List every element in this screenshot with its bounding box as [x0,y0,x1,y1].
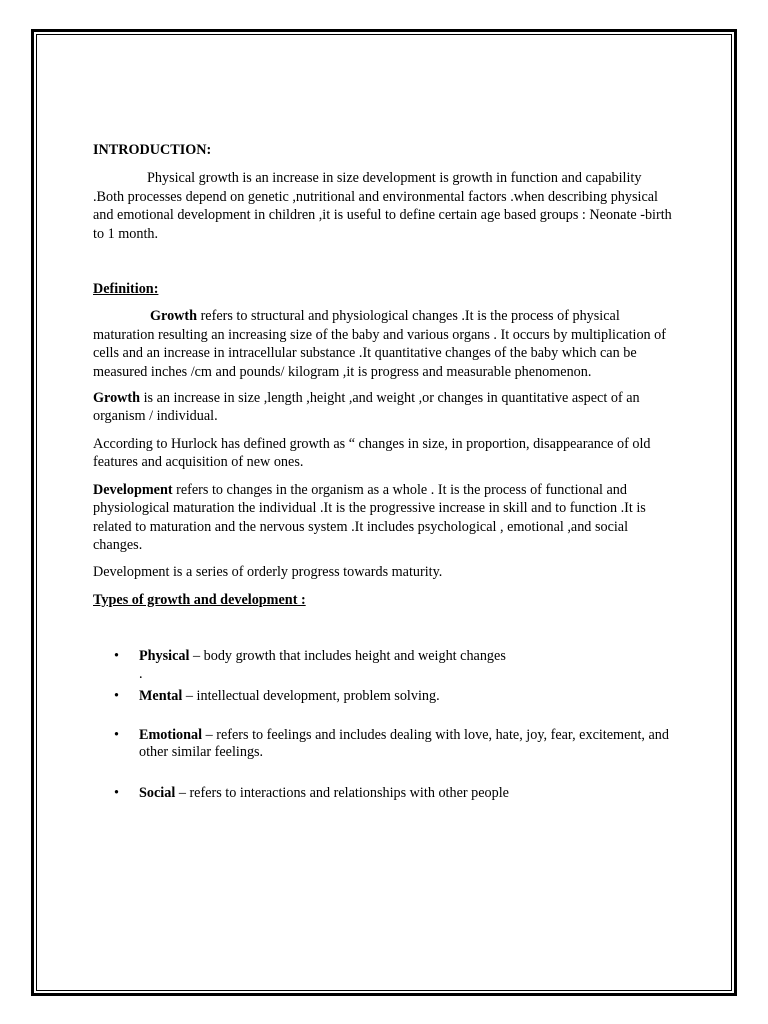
list-item-physical [93,647,673,682]
growth-definition-text: refers to structural and physiological changes .It is the process of physical maturation resulting an increasing size of the baby and various organs . It occurs by multiplication of cells and an increase in intracellular substance .It quantitative changes of the baby which can be measured inches /cm and pounds/ kilogram ,it is progress and measurable phenomenon. [93,308,667,380]
growth-increase-text: is an increase in size ,length ,height ,and weight ,or changes in quantitative aspect of an organism / individual. [93,390,640,425]
growth-definition-paragraph [93,307,673,381]
introduction-paragraph: Physical growth is an increase in size development is growth in function and capability .Both processes depend on genetic ,nutritional and environmental factors .when describing physical and emotional development in children ,it is useful to define certain age based groups : Neonate -birth to 1 month. [93,170,672,242]
physical-trailing-period: . [139,665,143,682]
introduction-heading: INTRODUCTION: [93,142,212,158]
development-text: refers to changes in the organism as a whole . It is the process of functional and physiological maturation the individual .It is the progressive increase in skill and to function .It is related to maturation and the nervous system .It includes psychological , emotional ,and social changes. [93,481,646,553]
physical-text: – body growth that includes height and weight changes [189,648,506,665]
bullet-icon: • [114,687,119,704]
mental-text: – intellectual development, problem solving. [182,687,440,704]
physical-term: Physical [139,648,190,665]
social-text: – refers to interactions and relationships with other people [175,784,509,801]
list-item-emotional [93,727,673,761]
development-paragraph [93,481,673,555]
emotional-text: – refers to feelings and includes dealing with love, hate, joy, fear, excitement, and other similar feelings. [139,726,669,760]
bullet-icon: • [114,784,119,801]
list-item-social [93,784,673,802]
mental-term: Mental [139,687,183,704]
emotional-term: Emotional [139,726,203,743]
growth-increase-paragraph [93,389,673,426]
growth-term: Growth [150,308,198,325]
bullet-icon: • [114,726,119,743]
development-term: Development [93,481,173,498]
bullet-icon: • [114,648,119,665]
development-series-paragraph: Development is a series of orderly progress towards maturity. [93,564,443,581]
document-body [93,141,673,802]
definition-heading: Definition: [93,281,159,298]
list-item-mental [93,687,673,705]
hurlock-paragraph: According to Hurlock has defined growth as “ changes in size, in proportion, disappearance of old features and acquisition of new ones. [93,435,651,471]
growth-term-2: Growth [93,390,141,407]
types-list [93,647,673,802]
types-heading: Types of growth and development : [93,591,306,608]
social-term: Social [139,784,176,801]
